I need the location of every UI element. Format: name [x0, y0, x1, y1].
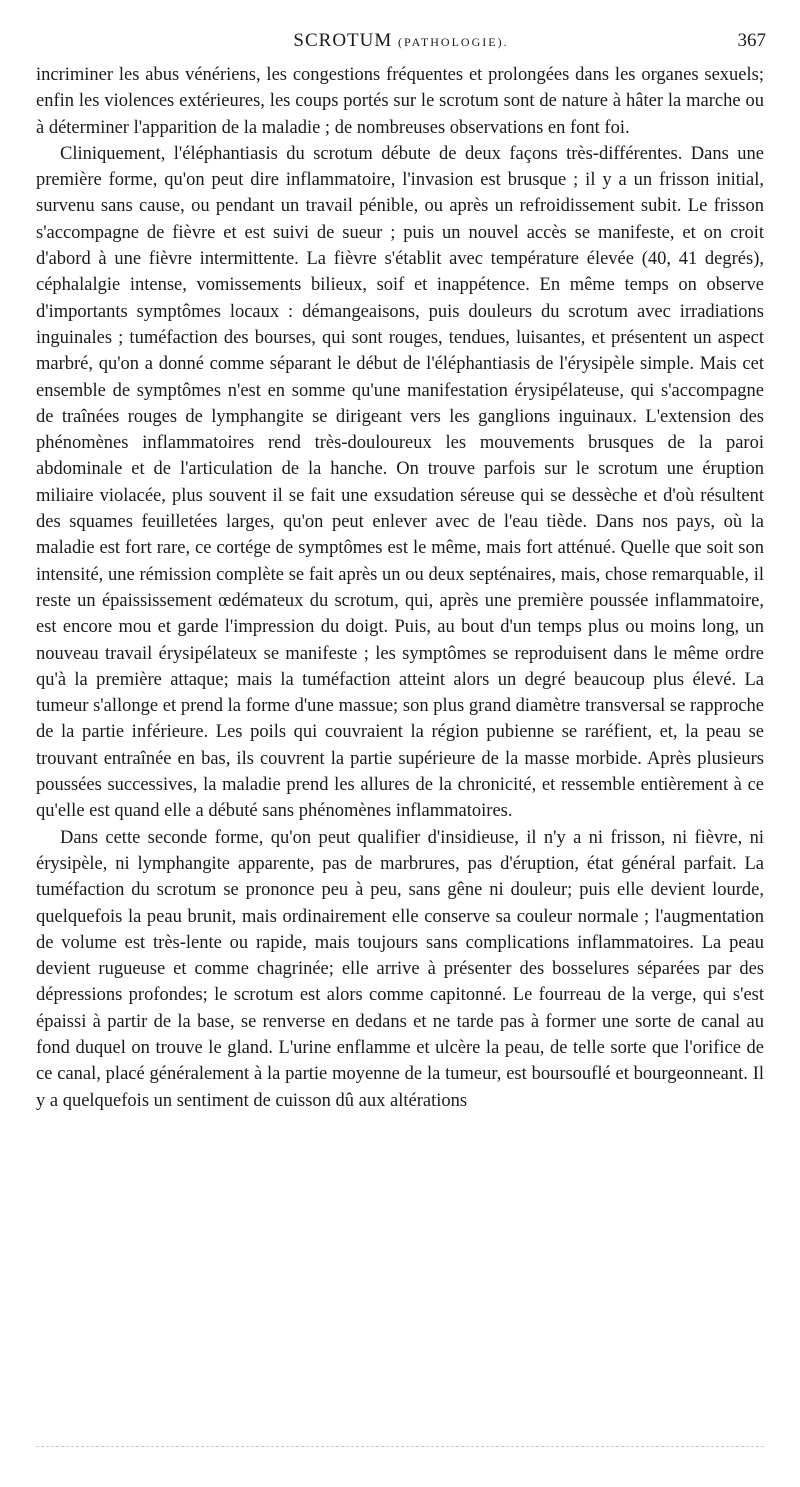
paragraph: Cliniquement, l'éléphantiasis du scrotum débute de deux façons très-différentes. Dans une première forme, qu'on peut dire inflammatoire, l'invasion est brusque ; il y a un frisson initial, survenu sans cause, ou pendant un travail pénible, ou après un refroidissement subit. Le frisson s'accompagne de fièvre et est suivi de sueur ; puis un nouvel accès se manifeste, et on croit d'abord à une fièvre intermittente. La fièvre s'établit avec température élevée (40, 41 degrés), céphalalgie intense, vomissements bilieux, soif et inappétence. En même temps on observe d'importants symptômes locaux : démangeaisons, puis douleurs du scrotum avec irradiations inguinales ; tuméfaction des bourses, qui sont rouges, tendues, luisantes, et présentent un aspect marbré, qu'on a donné comme séparant le début de l'éléphantiasis de l'érysipèle simple. Mais cet ensemble de symptômes n'est en somme qu'une manifestation érysipélateuse, qui s'accompagne de traînées rouges de lymphangite se dirigeant vers les ganglions inguinaux. L'extension des phénomènes inflammatoires rend très-douloureux les mouvements brusques de la paroi abdominale et de l'articulation de la hanche. On trouve parfois sur le scrotum une éruption miliaire violacée, plus souvent il se fait une exsudation séreuse qui se dessèche et d'où résultent des squames feuilletées larges, qu'on peut enlever avec de l'eau tiède. Dans nos pays, où la maladie est fort rare, ce cortége de symptômes est le même, mais fort atténué. Quelle que soit son intensité, une rémission complète se fait après un ou deux septénaires, mais, chose remarquable, il reste un épaississement œdémateux du scrotum, qui, après une première poussée inflammatoire, est encore mou et garde l'impression du doigt. Puis, au bout d'un temps plus ou moins long, un nouveau travail érysipélateux se manifeste ; les symptômes se reproduisent dans le même ordre qu'à la première attaque; mais la tuméfaction atteint alors un degré beaucoup plus élevé. La tumeur s'allonge et prend la forme d'une massue; son plus grand diamètre transversal se rapproche de la partie inférieure. Les poils qui couvraient la région pubienne se raréfient, et, la peau se trouvant entraînée en bas, ils couvrent la partie supérieure de la masse morbide. Après plusieurs poussées successives, la maladie prend les allures de la chronicité, et ressemble entièrement à ce qu'elle est quand elle a débuté sans phénomènes inflammatoires.: [36, 143, 764, 822]
running-head: [36, 30, 766, 56]
running-head-title: [36, 30, 766, 52]
paragraph: incriminer les abus vénériens, les congestions fréquentes et prolongées dans les organes sexuels; enfin les violences extérieures, les coups portés sur le scrotum sont de nature à hâter la marche ou à déterminer l'apparition de la maladie ; de nombreuses observations en font foi.: [36, 65, 764, 138]
header-subtitle: (PATHOLOGIE).: [398, 35, 509, 49]
page-number: 367: [737, 30, 766, 51]
paragraph: Dans cette seconde forme, qu'on peut qualifier d'insidieuse, il n'y a ni frisson, ni fièvre, ni érysipèle, ni lymphangite apparente, pas de marbrures, pas d'éruption, état général parfait. La tuméfaction du scrotum se prononce peu à peu, sans gêne ni douleur; puis elle devient lourde, quelquefois la peau brunit, mais ordinairement elle conserve sa couleur normale ; l'augmentation de volume est très-lente ou rapide, mais toujours sans complications inflammatoires. La peau devient rugueuse et comme chagrinée; elle arrive à présenter des bosselures séparées par des dépressions profondes; le scrotum est alors comme capitonné. Le fourreau de la verge, qui s'est épaissi à partir de la base, se renverse en dedans et ne tarde pas à former une sorte de canal au fond duquel on trouve le gland. L'urine enflamme et ulcère la peau, de telle sorte que l'orifice de ce canal, placé généralement à la partie moyenne de la tumeur, est boursouflé et bourgeonneant. Il y a quelquefois un sentiment de cuisson dû aux altérations: [36, 827, 764, 1111]
scan-artifact-line: [36, 1446, 764, 1448]
header-title: SCROTUM: [293, 30, 393, 51]
body-text: [36, 62, 764, 1114]
